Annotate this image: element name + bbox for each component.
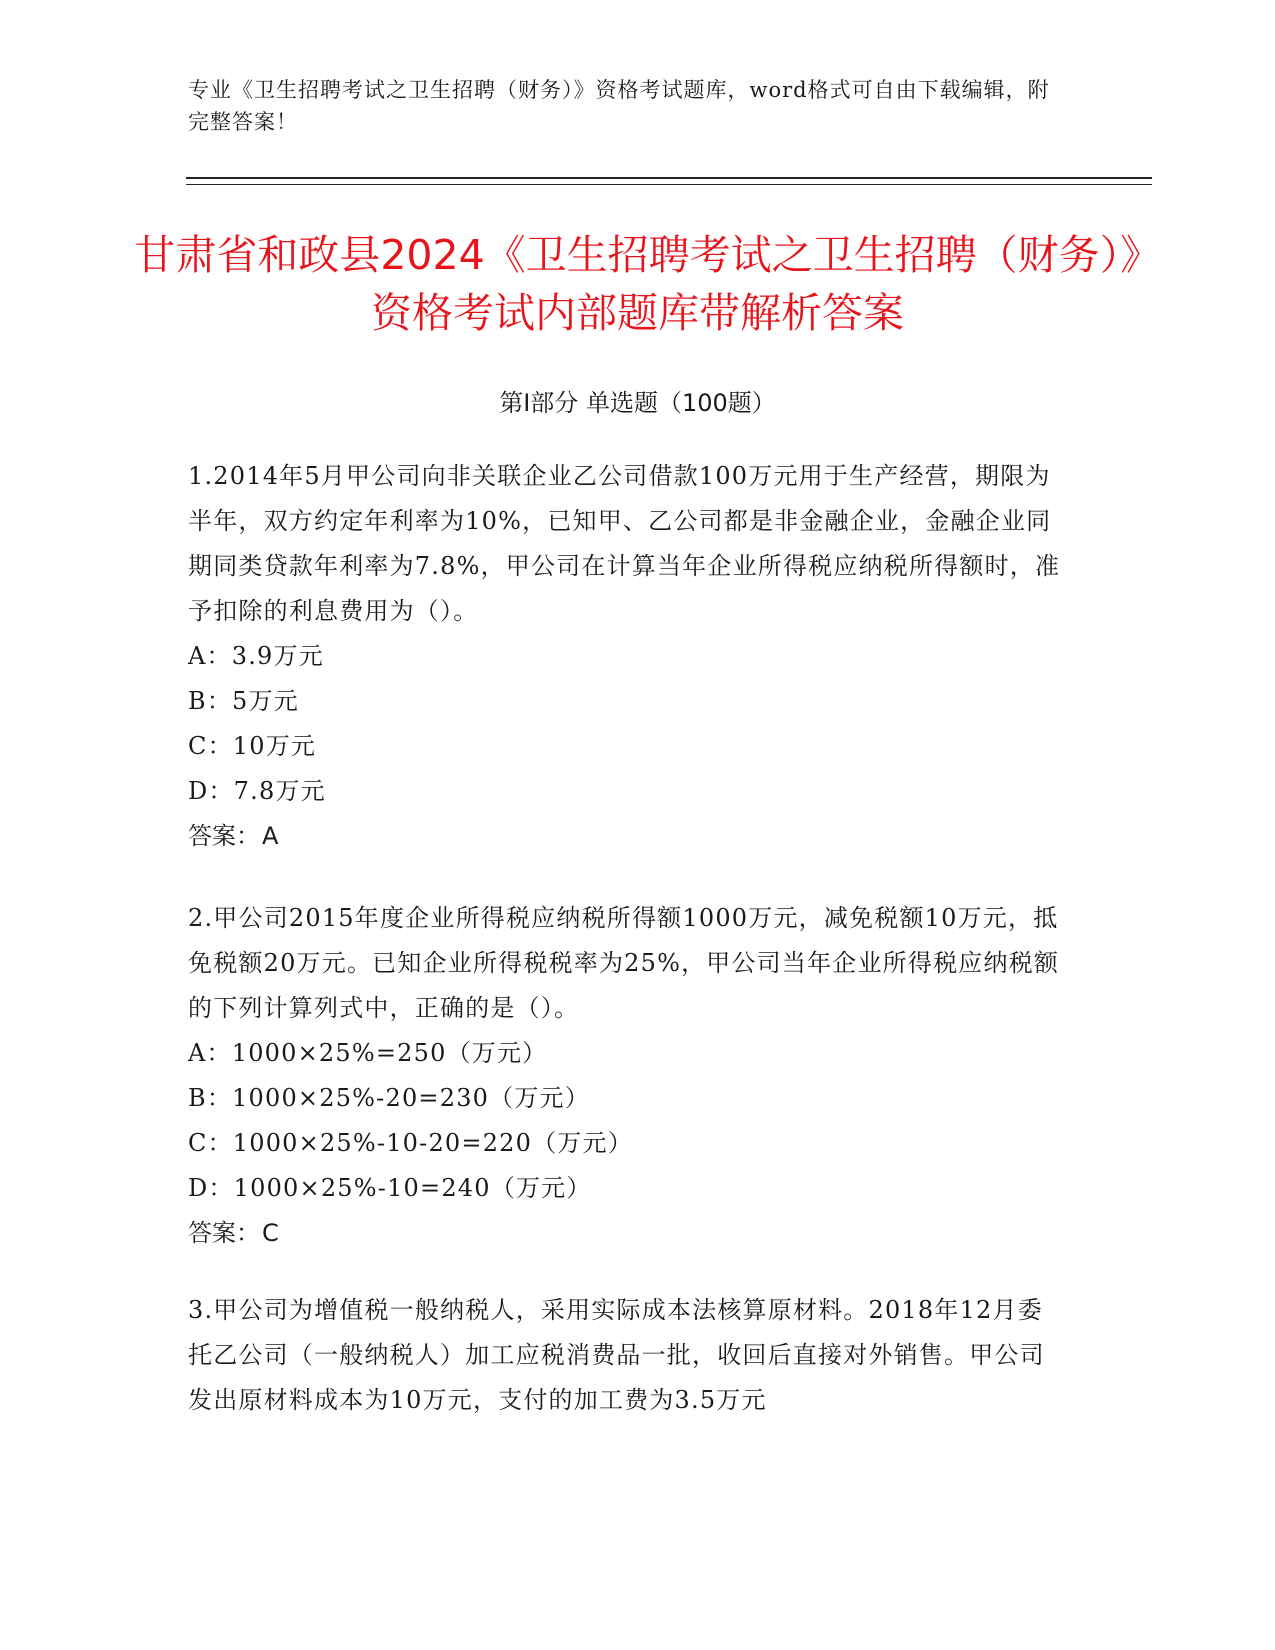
section-title: 第Ⅰ部分 单选题（100题） [499, 389, 776, 417]
question-2 [188, 896, 1068, 1256]
option-c: C：1000×25%-10-20=220（万元） [188, 1129, 633, 1157]
answer-value: A [262, 822, 279, 850]
answer-line [188, 814, 1068, 859]
option-b: B：1000×25%-20=230（万元） [188, 1084, 590, 1112]
question-stem: 1.2014年5月甲公司向非关联企业乙公司借款100万元用于生产经营，期限为半年，双方约定年利率为10%，已知甲、乙公司都是非金融企业，金融企业同期同类贷款年利率为7.8%，甲公司在计算当年企业所得税应纳税所得额时，准予扣除的利息费用为（）。 [188, 462, 1061, 625]
option-d: D：7.8万元 [188, 777, 326, 805]
answer-value: C [262, 1219, 279, 1247]
answer-label: 答案： [188, 1219, 260, 1247]
header-rule-thin [186, 184, 1152, 185]
answer-line [188, 1211, 1068, 1256]
answer-label: 答案： [188, 822, 260, 850]
option-d: D：1000×25%-10=240（万元） [188, 1174, 592, 1202]
option-c: C：10万元 [188, 732, 317, 760]
option-a: A：1000×25%=250（万元） [188, 1039, 548, 1067]
header-rule-thick [186, 177, 1152, 179]
question-stem: 3.甲公司为增值税一般纳税人，采用实际成本法核算原材料。2018年12月委托乙公司（一般纳税人）加工应税消费品一批，收回后直接对外销售。甲公司发出原材料成本为10万元，支付的加工费为3.5万元 [188, 1296, 1045, 1414]
header-note: 专业《卫生招聘考试之卫生招聘（财务）》资格考试题库，word格式可自由下载编辑，附完整答案！ [188, 78, 1050, 134]
option-b: B：5万元 [188, 687, 299, 715]
question-stem: 2.甲公司2015年度企业所得税应纳税所得额1000万元，减免税额10万元，抵免税额20万元。已知企业所得税税率为25%，甲公司当年企业所得税应纳税额的下列计算列式中，正确的是（）。 [188, 904, 1060, 1022]
document-title: 甘肃省和政县2024《卫生招聘考试之卫生招聘（财务）》资格考试内部题库带解析答案 [134, 231, 1141, 337]
question-1 [188, 454, 1068, 859]
question-3 [188, 1288, 1068, 1423]
option-a: A：3.9万元 [188, 642, 324, 670]
